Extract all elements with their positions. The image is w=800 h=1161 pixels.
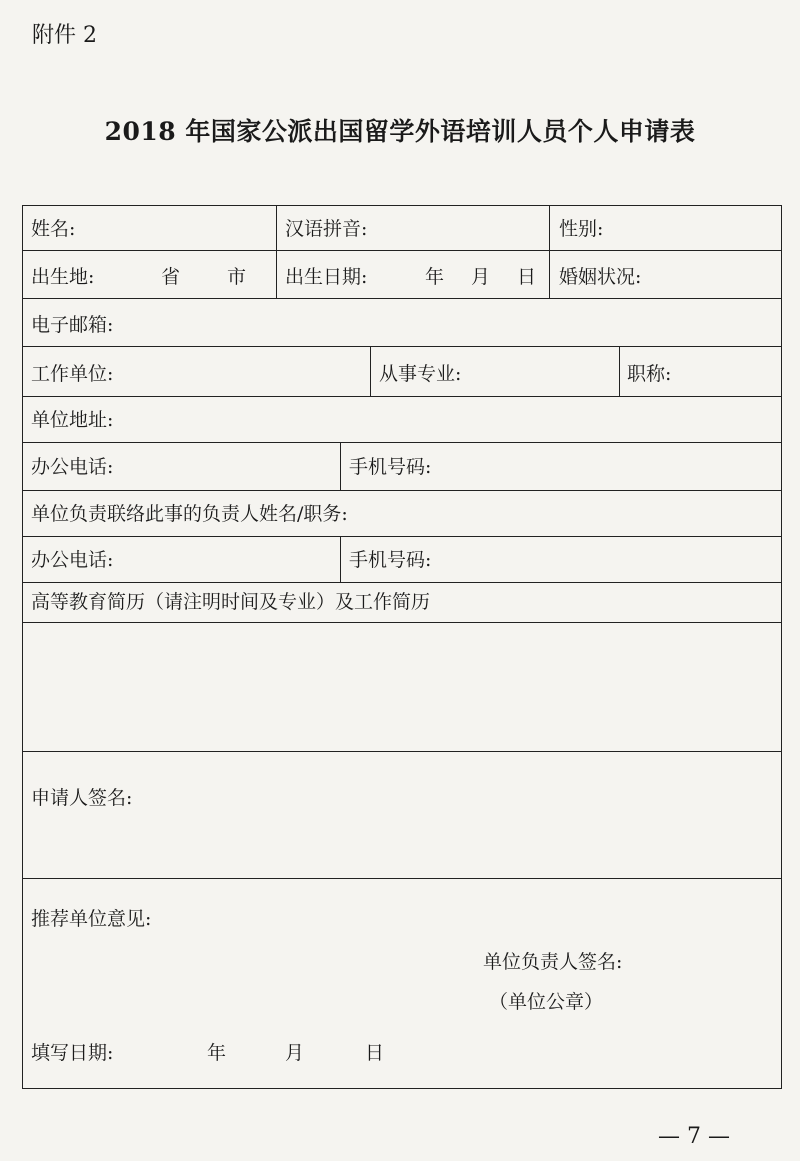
work-unit-field[interactable]: 工作单位: xyxy=(31,363,114,385)
column-divider xyxy=(340,536,341,582)
mobile-field[interactable]: 手机号码: xyxy=(349,456,432,478)
page-number: — 7 — xyxy=(658,1124,730,1149)
city-label: 市 xyxy=(227,266,247,288)
row-divider xyxy=(23,582,781,583)
row-divider xyxy=(23,346,781,347)
unit-address-field[interactable]: 单位地址: xyxy=(31,409,114,431)
fill-date-field[interactable]: 填写日期: xyxy=(31,1042,114,1064)
column-divider xyxy=(340,442,341,490)
row-divider xyxy=(23,442,781,443)
row-divider xyxy=(23,751,781,752)
row-divider xyxy=(23,298,781,299)
column-divider xyxy=(370,346,371,396)
recommendation-field[interactable]: 推荐单位意见: xyxy=(31,908,152,930)
column-divider xyxy=(619,346,620,396)
attachment-label: 附件 2 xyxy=(32,23,97,48)
birth-day-label: 日 xyxy=(517,266,537,288)
row-divider xyxy=(23,536,781,537)
form-title: 2018 年国家公派出国留学外语培训人员个人申请表 xyxy=(104,117,696,146)
unit-head-signature-field[interactable]: 单位负责人签名: xyxy=(483,951,623,973)
contact-mobile-field[interactable]: 手机号码: xyxy=(349,549,432,571)
birth-month-label: 月 xyxy=(471,266,491,288)
row-divider xyxy=(23,396,781,397)
contact-person-field[interactable]: 单位负责联络此事的负责人姓名/职务: xyxy=(31,503,348,525)
fill-year-label: 年 xyxy=(207,1042,227,1064)
birthdate-field[interactable]: 出生日期: xyxy=(285,266,368,288)
column-divider xyxy=(549,206,550,298)
birthplace-field[interactable]: 出生地: xyxy=(31,266,95,288)
job-title-field[interactable]: 职称: xyxy=(627,363,672,385)
email-field[interactable]: 电子邮箱: xyxy=(31,314,114,336)
fill-day-label: 日 xyxy=(365,1042,385,1064)
office-phone-field[interactable]: 办公电话: xyxy=(31,456,114,478)
unit-seal-label: （单位公章） xyxy=(489,991,604,1013)
contact-office-phone-field[interactable]: 办公电话: xyxy=(31,549,114,571)
pinyin-field[interactable]: 汉语拼音: xyxy=(285,218,368,240)
application-form xyxy=(22,205,782,1089)
column-divider xyxy=(276,206,277,298)
row-divider xyxy=(23,878,781,879)
applicant-signature-field[interactable]: 申请人签名: xyxy=(31,787,133,809)
resume-area[interactable] xyxy=(23,622,781,751)
province-label: 省 xyxy=(161,266,181,288)
resume-heading: 高等教育简历（请注明时间及专业）及工作简历 xyxy=(31,591,431,613)
birth-year-label: 年 xyxy=(425,266,445,288)
fill-month-label: 月 xyxy=(285,1042,305,1064)
name-field[interactable]: 姓名: xyxy=(31,218,76,240)
gender-field[interactable]: 性别: xyxy=(559,218,604,240)
row-divider xyxy=(23,490,781,491)
marital-status-field[interactable]: 婚姻状况: xyxy=(559,266,642,288)
row-divider xyxy=(23,250,781,251)
major-field[interactable]: 从事专业: xyxy=(379,363,462,385)
